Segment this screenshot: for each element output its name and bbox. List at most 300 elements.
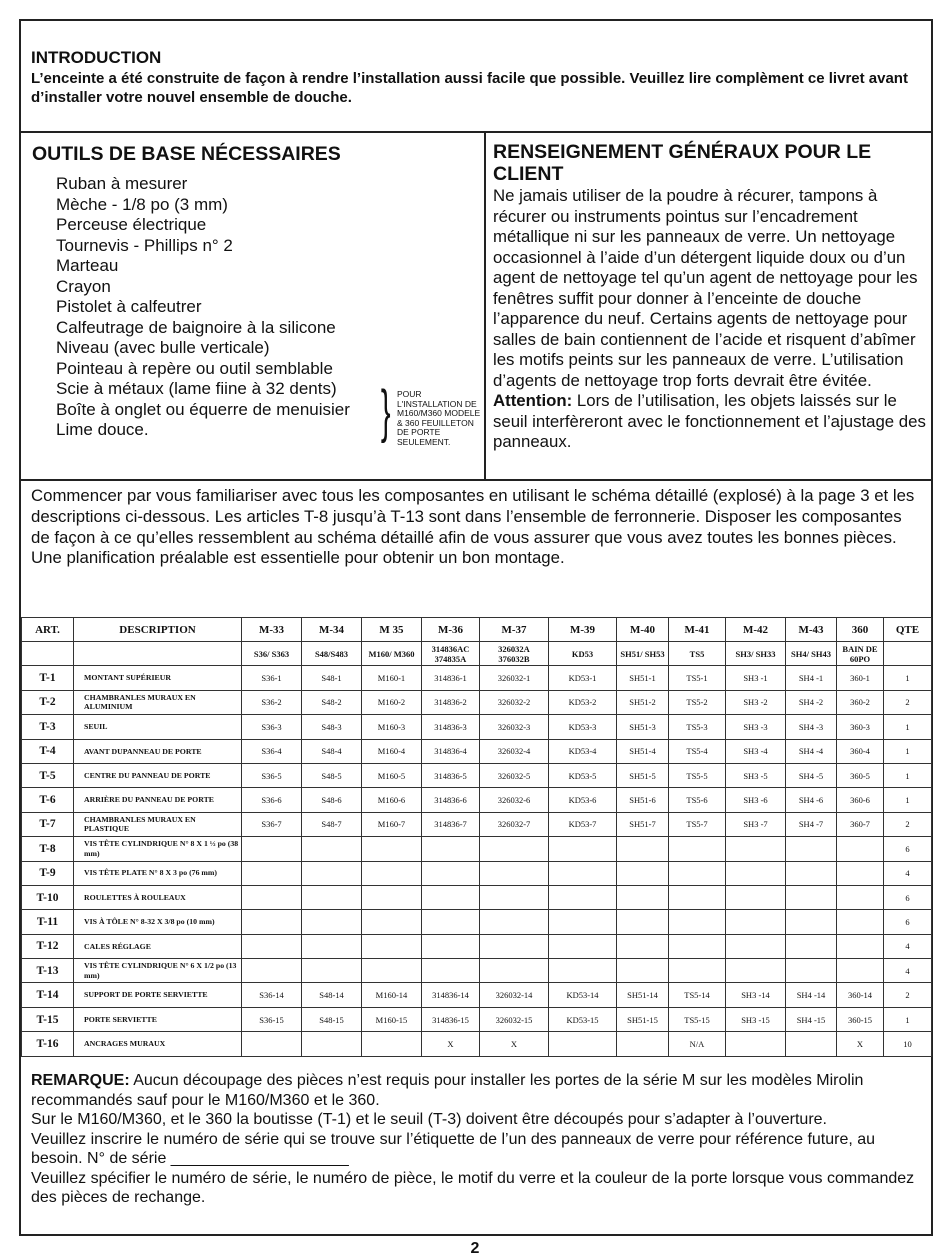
qty-cell: 2 <box>884 983 932 1007</box>
part-cell: M160-3 <box>362 715 422 739</box>
part-cell: 360-15 <box>837 1007 884 1031</box>
part-cell: X <box>422 1032 480 1056</box>
part-cell <box>242 910 302 934</box>
general-body: Ne jamais utiliser de la poudre à récurer, tampons à récurer ou instruments pointus sur l’encadrement métallique ni sur les panneaux de verre. Un nettoyage occasionnel à l’aide d’un détergent liquide doux ou d’un agent de nettoyage tel qu’un agent de nettoyage pour les fenêtres suffit pour donner à l’enceinte de douche l’apparence du neuf. Certains agents de nettoyage pour salles de bain contiennent de l’acide et risquent d’abîmer les motifs peints sur les panneaux de verre. L’utilisation d’agents de nettoyage trop forts devrait être évitée. <box>493 186 918 390</box>
part-cell <box>362 910 422 934</box>
remark-text-1: Aucun découpage des pièces n’est requis pour installer les portes de la série M sur les modèles Mirolin recommandés sauf pour le M160/M360 et le 360. <box>31 1072 864 1109</box>
part-cell: KD53-2 <box>549 690 617 714</box>
part-cell: S36-2 <box>242 690 302 714</box>
part-cell <box>480 910 549 934</box>
part-cell <box>669 910 726 934</box>
part-cell <box>837 837 884 861</box>
part-cell <box>669 861 726 885</box>
part-cell: 326032-7 <box>480 812 549 836</box>
art-cell: T-15 <box>22 1007 74 1031</box>
tool-item: Ruban à mesurer <box>56 174 188 193</box>
qty-cell: 6 <box>884 837 932 861</box>
table-row <box>22 763 932 787</box>
part-cell <box>362 837 422 861</box>
part-cell <box>726 934 786 958</box>
part-cell: SH51-7 <box>617 812 669 836</box>
part-cell <box>242 885 302 909</box>
part-cell: TS5-3 <box>669 715 726 739</box>
part-cell <box>786 910 837 934</box>
column-header: M-37 <box>480 618 549 642</box>
art-cell: T-4 <box>22 739 74 763</box>
table-row <box>22 983 932 1007</box>
table-row <box>22 1007 932 1031</box>
part-cell: SH3 -7 <box>726 812 786 836</box>
part-cell <box>302 861 362 885</box>
parts-table <box>21 617 932 1057</box>
part-cell <box>242 861 302 885</box>
part-cell: SH3 -2 <box>726 690 786 714</box>
art-cell: T-6 <box>22 788 74 812</box>
qty-cell: 10 <box>884 1032 932 1056</box>
part-cell: M160-15 <box>362 1007 422 1031</box>
qty-cell: 1 <box>884 715 932 739</box>
part-cell: 314836-6 <box>422 788 480 812</box>
tool-item: Crayon <box>56 276 111 296</box>
part-cell: 314836-3 <box>422 715 480 739</box>
part-cell: N/A <box>669 1032 726 1056</box>
part-cell: S48-3 <box>302 715 362 739</box>
description-cell: ROULETTES À ROULEAUX <box>74 885 242 909</box>
part-cell: 326032-4 <box>480 739 549 763</box>
column-header: M 35 <box>362 618 422 642</box>
part-cell <box>480 885 549 909</box>
part-cell: S48-1 <box>302 666 362 690</box>
part-cell: S36-1 <box>242 666 302 690</box>
part-cell <box>837 885 884 909</box>
part-cell: 314836-5 <box>422 763 480 787</box>
column-header: M-36 <box>422 618 480 642</box>
part-cell <box>786 885 837 909</box>
tools-title: OUTILS DE BASE NÉCESSAIRES <box>32 143 341 165</box>
table-row <box>22 910 932 934</box>
part-cell <box>617 861 669 885</box>
tools-note: POUR L'INSTALLATION DE M160/M360 MODELE & 360 FEUILLETON DE PORTE SEULEMENT. <box>397 389 481 447</box>
model-subheader: KD53 <box>549 642 617 666</box>
part-cell: 326032-3 <box>480 715 549 739</box>
part-cell: KD53-1 <box>549 666 617 690</box>
part-cell: 326032-5 <box>480 763 549 787</box>
part-cell <box>302 959 362 983</box>
part-cell <box>422 861 480 885</box>
part-cell <box>669 959 726 983</box>
model-subheader: S36/ S363 <box>242 642 302 666</box>
part-cell: SH3 -14 <box>726 983 786 1007</box>
part-cell: M160-7 <box>362 812 422 836</box>
part-cell <box>837 910 884 934</box>
table-row <box>22 666 932 690</box>
part-cell <box>480 959 549 983</box>
part-cell: SH3 -1 <box>726 666 786 690</box>
part-cell: 360-3 <box>837 715 884 739</box>
qty-cell: 2 <box>884 690 932 714</box>
remark-line-4: Veuillez spécifier le numéro de série, le numéro de pièce, le motif du verre et la couleur de la porte lorsque vous commandez des pièces de rechange. <box>31 1169 915 1206</box>
part-cell: SH51-3 <box>617 715 669 739</box>
introduction-section <box>21 21 931 133</box>
intro-title: INTRODUCTION <box>31 48 162 67</box>
qty-cell: 2 <box>884 812 932 836</box>
table-row <box>22 837 932 861</box>
art-cell: T-14 <box>22 983 74 1007</box>
art-cell: T-1 <box>22 666 74 690</box>
qty-cell: 1 <box>884 666 932 690</box>
part-cell: M160-6 <box>362 788 422 812</box>
tool-item: Lime douce. <box>56 420 149 439</box>
tool-item: Pistolet à calfeutrer <box>56 297 202 316</box>
part-cell <box>480 861 549 885</box>
part-cell: 314836-14 <box>422 983 480 1007</box>
remark-section <box>31 1071 921 1208</box>
part-cell: 314836-7 <box>422 812 480 836</box>
part-cell: TS5-4 <box>669 739 726 763</box>
description-cell: ANCRAGES MURAUX <box>74 1032 242 1056</box>
part-cell <box>786 934 837 958</box>
art-cell: T-9 <box>22 861 74 885</box>
part-cell <box>837 934 884 958</box>
column-header: M-41 <box>669 618 726 642</box>
part-cell: M160-2 <box>362 690 422 714</box>
part-cell <box>422 934 480 958</box>
part-cell: S48-6 <box>302 788 362 812</box>
part-cell <box>480 934 549 958</box>
part-cell <box>837 861 884 885</box>
part-cell <box>726 959 786 983</box>
art-cell: T-13 <box>22 959 74 983</box>
description-cell: ARRIÈRE DU PANNEAU DE PORTE <box>74 788 242 812</box>
part-cell: SH4 -1 <box>786 666 837 690</box>
part-cell <box>549 934 617 958</box>
model-subheader: SH3/ SH33 <box>726 642 786 666</box>
part-cell: 360-1 <box>837 666 884 690</box>
part-cell: SH51-1 <box>617 666 669 690</box>
part-cell <box>786 1032 837 1056</box>
part-cell: SH3 -15 <box>726 1007 786 1031</box>
part-cell <box>549 885 617 909</box>
part-cell <box>786 959 837 983</box>
part-cell: TS5-1 <box>669 666 726 690</box>
part-cell <box>549 837 617 861</box>
description-cell: CHAMBRANLES MURAUX EN ALUMINIUM <box>74 690 242 714</box>
part-cell: TS5-6 <box>669 788 726 812</box>
table-row <box>22 690 932 714</box>
table-row <box>22 959 932 983</box>
part-cell: KD53-15 <box>549 1007 617 1031</box>
part-cell <box>302 934 362 958</box>
brace-symbol: } <box>380 379 391 444</box>
tool-item: Pointeau à repère ou outil semblable <box>56 358 333 378</box>
art-cell: T-10 <box>22 885 74 909</box>
description-cell: VIS À TÔLE N° 8-32 X 3/8 po (10 mm) <box>74 910 242 934</box>
part-cell: 326032-6 <box>480 788 549 812</box>
part-cell <box>362 934 422 958</box>
attention-label: Attention: <box>493 391 573 410</box>
column-header: M-40 <box>617 618 669 642</box>
part-cell: SH51-2 <box>617 690 669 714</box>
part-cell <box>422 885 480 909</box>
model-subheader <box>884 642 932 666</box>
model-subheader: 314836AC 374835A <box>422 642 480 666</box>
part-cell <box>617 885 669 909</box>
part-cell: SH4 -15 <box>786 1007 837 1031</box>
model-subheader: SH51/ SH53 <box>617 642 669 666</box>
part-cell: SH4 -4 <box>786 739 837 763</box>
table-header-row <box>22 618 932 642</box>
part-cell: 326032-2 <box>480 690 549 714</box>
qty-cell: 4 <box>884 959 932 983</box>
qty-cell: 4 <box>884 934 932 958</box>
part-cell <box>617 1032 669 1056</box>
column-header: M-34 <box>302 618 362 642</box>
table-row <box>22 715 932 739</box>
tools-section <box>21 133 486 479</box>
part-cell: SH4 -3 <box>786 715 837 739</box>
part-cell: M160-4 <box>362 739 422 763</box>
tool-item: Calfeutrage de baignoire à la silicone <box>56 317 336 337</box>
part-cell: SH51-6 <box>617 788 669 812</box>
part-cell: 326032-14 <box>480 983 549 1007</box>
part-cell: 360-6 <box>837 788 884 812</box>
part-cell: 314836-15 <box>422 1007 480 1031</box>
part-cell <box>786 861 837 885</box>
part-cell <box>837 959 884 983</box>
description-cell: CHAMBRANLES MURAUX EN PLASTIQUE <box>74 812 242 836</box>
table-row <box>22 885 932 909</box>
part-cell <box>422 837 480 861</box>
tool-item: Niveau (avec bulle verticale) <box>56 338 270 357</box>
part-cell: SH4 -2 <box>786 690 837 714</box>
part-cell <box>549 959 617 983</box>
description-cell: PORTE SERVIETTE <box>74 1007 242 1031</box>
part-cell: SH3 -5 <box>726 763 786 787</box>
remark-line-2: Sur le M160/M360, et le 360 la boutisse (T-1) et le seuil (T-3) doivent être découpés pour s’adapter à l’ouverture. <box>31 1111 827 1128</box>
part-cell <box>726 910 786 934</box>
qty-cell: 4 <box>884 861 932 885</box>
page-frame <box>19 19 933 1236</box>
table-row <box>22 788 932 812</box>
qty-cell: 1 <box>884 788 932 812</box>
tool-item: Scie à métaux (lame fiine à 32 dents) <box>56 379 337 398</box>
part-cell: S48-15 <box>302 1007 362 1031</box>
part-cell: S36-3 <box>242 715 302 739</box>
part-cell <box>362 1032 422 1056</box>
part-cell: 314836-4 <box>422 739 480 763</box>
description-cell: SEUIL <box>74 715 242 739</box>
table-subheader-row <box>22 642 932 666</box>
column-header: 360 <box>837 618 884 642</box>
part-cell: S36-6 <box>242 788 302 812</box>
part-cell: S36-14 <box>242 983 302 1007</box>
part-cell: S36-15 <box>242 1007 302 1031</box>
model-subheader: 326032A 376032B <box>480 642 549 666</box>
part-cell <box>480 837 549 861</box>
part-cell: 360-5 <box>837 763 884 787</box>
part-cell <box>726 885 786 909</box>
part-cell: KD53-5 <box>549 763 617 787</box>
part-cell: 314836-2 <box>422 690 480 714</box>
part-cell <box>362 861 422 885</box>
part-cell: 326032-15 <box>480 1007 549 1031</box>
remark-line-3: Veuillez inscrire le numéro de série qui se trouve sur l’étiquette de l’un des panneaux de verre pour référence future, au besoin. N° de série ____________________ <box>31 1130 876 1167</box>
part-cell: TS5-7 <box>669 812 726 836</box>
description-cell: MONTANT SUPÉRIEUR <box>74 666 242 690</box>
part-cell: 360-4 <box>837 739 884 763</box>
description-cell: VIS TÊTE PLATE N° 8 X 3 po (76 mm) <box>74 861 242 885</box>
general-text <box>493 186 928 453</box>
part-cell: SH4 -5 <box>786 763 837 787</box>
part-cell <box>242 837 302 861</box>
model-subheader <box>22 642 74 666</box>
part-cell <box>786 837 837 861</box>
part-cell: SH3 -3 <box>726 715 786 739</box>
description-cell: CENTRE DU PANNEAU DE PORTE <box>74 763 242 787</box>
model-subheader: TS5 <box>669 642 726 666</box>
column-header: DESCRIPTION <box>74 618 242 642</box>
table-row <box>22 861 932 885</box>
qty-cell: 1 <box>884 763 932 787</box>
model-subheader: SH4/ SH43 <box>786 642 837 666</box>
remark-label: REMARQUE: <box>31 1072 130 1089</box>
tool-item: Boîte à onglet ou équerre de menuisier <box>56 399 350 419</box>
column-header: M-43 <box>786 618 837 642</box>
part-cell: S48-4 <box>302 739 362 763</box>
part-cell: 360-14 <box>837 983 884 1007</box>
part-cell <box>302 910 362 934</box>
part-cell <box>362 885 422 909</box>
general-info-section <box>486 133 931 479</box>
part-cell: S36-4 <box>242 739 302 763</box>
art-cell: T-2 <box>22 690 74 714</box>
part-cell: SH4 -7 <box>786 812 837 836</box>
art-cell: T-3 <box>22 715 74 739</box>
qty-cell: 6 <box>884 885 932 909</box>
table-row <box>22 934 932 958</box>
part-cell: SH51-14 <box>617 983 669 1007</box>
model-subheader: M160/ M360 <box>362 642 422 666</box>
part-cell: S48-7 <box>302 812 362 836</box>
qty-cell: 6 <box>884 910 932 934</box>
part-cell: SH3 -4 <box>726 739 786 763</box>
tool-item: Perceuse électrique <box>56 215 207 234</box>
part-cell: S36-7 <box>242 812 302 836</box>
art-cell: T-5 <box>22 763 74 787</box>
description-cell: VIS TÊTE CYLINDRIQUE N° 6 X 1/2 po (13 mm) <box>74 959 242 983</box>
model-subheader: S48/S483 <box>302 642 362 666</box>
part-cell <box>617 934 669 958</box>
table-row <box>22 1032 932 1056</box>
part-cell: 360-2 <box>837 690 884 714</box>
part-cell: SH51-15 <box>617 1007 669 1031</box>
description-cell: VIS TÊTE CYLINDRIQUE N° 8 X 1 ½ po (38 mm) <box>74 837 242 861</box>
part-cell: M160-1 <box>362 666 422 690</box>
part-cell <box>422 959 480 983</box>
part-cell <box>362 959 422 983</box>
part-cell <box>302 885 362 909</box>
part-cell: S36-5 <box>242 763 302 787</box>
tool-item: Marteau <box>56 256 119 275</box>
part-cell <box>549 861 617 885</box>
description-cell: AVANT DUPANNEAU DE PORTE <box>74 739 242 763</box>
part-cell <box>302 837 362 861</box>
intro-text: L’enceinte a été construite de façon à rendre l’installation aussi facile que possible. Veuillez lire complèment ce livret avant d’installer votre nouvel ensemble de douche. <box>31 70 908 106</box>
part-cell <box>617 837 669 861</box>
part-cell: SH51-4 <box>617 739 669 763</box>
part-cell: KD53-4 <box>549 739 617 763</box>
part-cell: KD53-3 <box>549 715 617 739</box>
part-cell: SH51-5 <box>617 763 669 787</box>
attention-text: Lors de l’utilisation, les objets laissés sur le seuil interfèreront avec le fonctionnement et l’ajustage des panneaux. <box>493 391 926 451</box>
part-cell: S48-5 <box>302 763 362 787</box>
part-cell <box>726 861 786 885</box>
part-cell <box>617 910 669 934</box>
table-row <box>22 739 932 763</box>
part-cell <box>669 837 726 861</box>
page-number: 2 <box>470 1240 480 1257</box>
tools-list <box>56 174 350 441</box>
part-cell: M160-5 <box>362 763 422 787</box>
art-cell: T-16 <box>22 1032 74 1056</box>
part-cell: S48-14 <box>302 983 362 1007</box>
part-cell: TS5-5 <box>669 763 726 787</box>
part-cell <box>242 934 302 958</box>
art-cell: T-8 <box>22 837 74 861</box>
art-cell: T-11 <box>22 910 74 934</box>
part-cell <box>726 837 786 861</box>
table-row <box>22 812 932 836</box>
part-cell: S48-2 <box>302 690 362 714</box>
part-cell: X <box>480 1032 549 1056</box>
part-cell: TS5-15 <box>669 1007 726 1031</box>
qty-cell: 1 <box>884 739 932 763</box>
model-subheader <box>74 642 242 666</box>
art-cell: T-7 <box>22 812 74 836</box>
column-header: M-39 <box>549 618 617 642</box>
remark-line-1 <box>31 1071 921 1110</box>
column-header: M-33 <box>242 618 302 642</box>
part-cell <box>726 1032 786 1056</box>
part-cell <box>422 910 480 934</box>
part-cell: SH4 -14 <box>786 983 837 1007</box>
part-cell: TS5-2 <box>669 690 726 714</box>
parts-table-wrap <box>21 617 931 1057</box>
part-cell: KD53-6 <box>549 788 617 812</box>
part-cell <box>242 959 302 983</box>
instructions-paragraph: Commencer par vous familiariser avec tous les composantes en utilisant le schéma détaillé (explosé) à la page 3 et les descriptions ci-dessous. Les articles T-8 jusqu’à T-13 sont dans l’ensemble de ferronnerie. Disposer les composantes de façon à ce qu’elles ressemblent au schéma détaillé afin de vous assurer que vous avez toutes les bonnes pièces. Une planification préalable est essentielle pour obtenir un bon montage. <box>31 486 915 568</box>
part-cell <box>549 910 617 934</box>
part-cell: TS5-14 <box>669 983 726 1007</box>
art-cell: T-12 <box>22 934 74 958</box>
model-subheader: BAIN DE 60PO <box>837 642 884 666</box>
qty-cell: 1 <box>884 1007 932 1031</box>
part-cell: X <box>837 1032 884 1056</box>
part-cell <box>669 934 726 958</box>
part-cell: KD53-14 <box>549 983 617 1007</box>
general-title: RENSEIGNEMENT GÉNÉRAUX POUR LE CLIENT <box>493 141 872 185</box>
part-cell <box>549 1032 617 1056</box>
tool-item: Tournevis - Phillips n° 2 <box>56 235 233 255</box>
part-cell: 314836-1 <box>422 666 480 690</box>
part-cell: KD53-7 <box>549 812 617 836</box>
part-cell <box>302 1032 362 1056</box>
description-cell: CALES RÉGLAGE <box>74 934 242 958</box>
part-cell <box>242 1032 302 1056</box>
column-header: M-42 <box>726 618 786 642</box>
two-column-section <box>21 133 931 481</box>
part-cell <box>617 959 669 983</box>
